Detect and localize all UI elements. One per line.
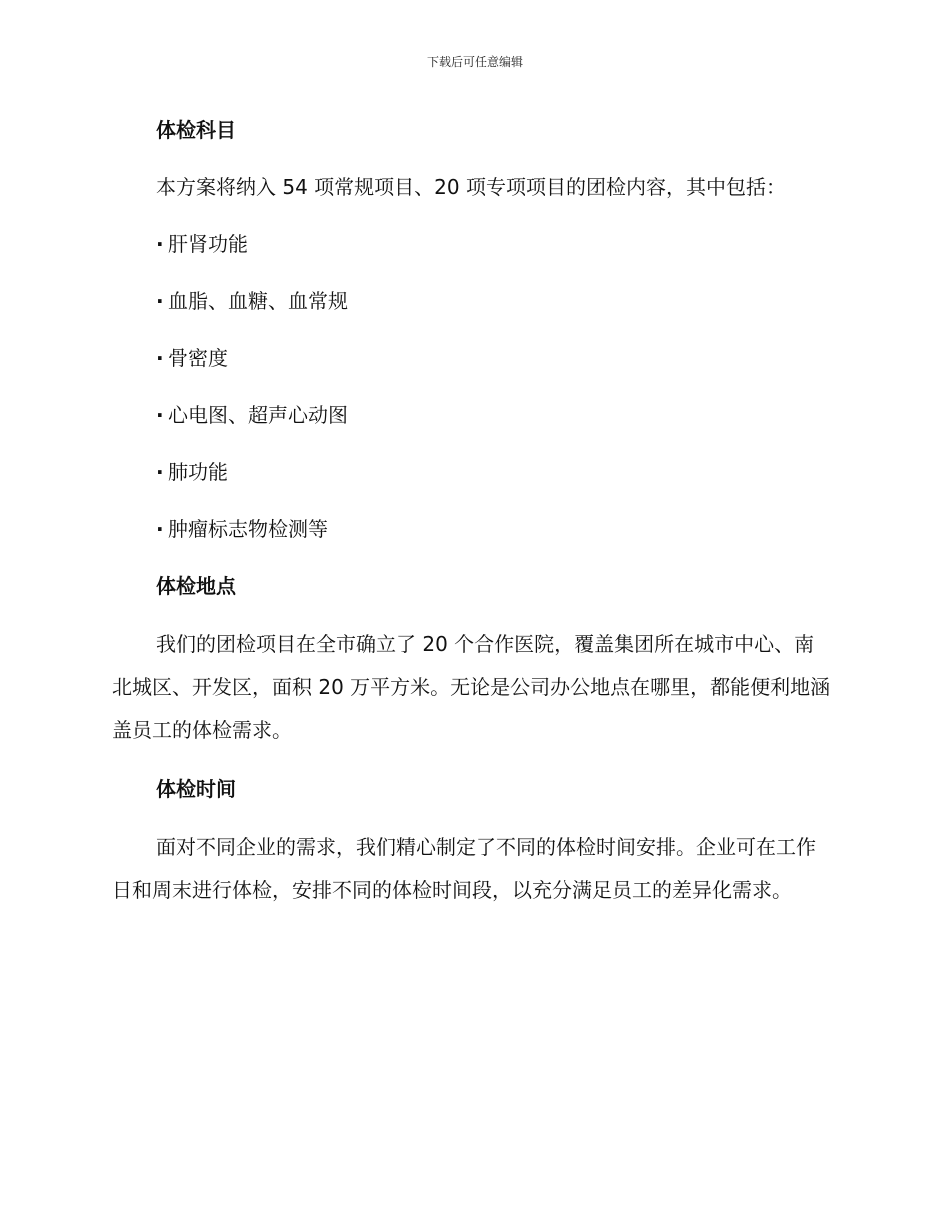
bullet-item-liver-kidney — [112, 224, 832, 264]
bullet-dot: · — [156, 289, 164, 313]
location-paragraph: 我们的团检项目在全市确立了 20 个合作医院，覆盖集团所在城市中心、南北城区、开发区，面积 20 万平方米。无论是公司办公地点在哪里，都能便利地涵盖员工的体检需求。 — [112, 632, 831, 742]
bullet-item-ecg — [112, 395, 832, 435]
bullet-item-blood — [112, 281, 832, 321]
section-title-subjects: 体检科目 — [156, 118, 236, 142]
section-title-location: 体检地点 — [156, 574, 236, 598]
section-title-time: 体检时间 — [156, 777, 236, 801]
page-header: 下载后可任意编辑 — [426, 55, 523, 69]
bullet-text: 肝肾功能 — [168, 232, 248, 256]
bullet-dot: · — [156, 232, 164, 256]
bullet-text: 血脂、血糖、血常规 — [168, 289, 348, 313]
bullet-item-tumor-markers — [112, 509, 832, 549]
subjects-intro-paragraph: 本方案将纳入 54 项常规项目、20 项专项项目的团检内容，其中包括： — [156, 175, 786, 199]
document-body — [112, 110, 832, 929]
bullet-dot: · — [156, 346, 164, 370]
bullet-text: 肺功能 — [168, 460, 228, 484]
bullet-dot: · — [156, 517, 164, 541]
bullet-item-bone-density — [112, 338, 832, 378]
bullet-text: 心电图、超声心动图 — [168, 403, 348, 427]
bullet-dot: · — [156, 403, 164, 427]
bullet-text: 肿瘤标志物检测等 — [168, 517, 328, 541]
time-paragraph: 面对不同企业的需求，我们精心制定了不同的体检时间安排。企业可在工作日和周末进行体检，安排不同的体检时间段，以充分满足员工的差异化需求。 — [112, 835, 816, 902]
bullet-item-lung — [112, 452, 832, 492]
bullet-text: 骨密度 — [168, 346, 228, 370]
bullet-dot: · — [156, 460, 164, 484]
